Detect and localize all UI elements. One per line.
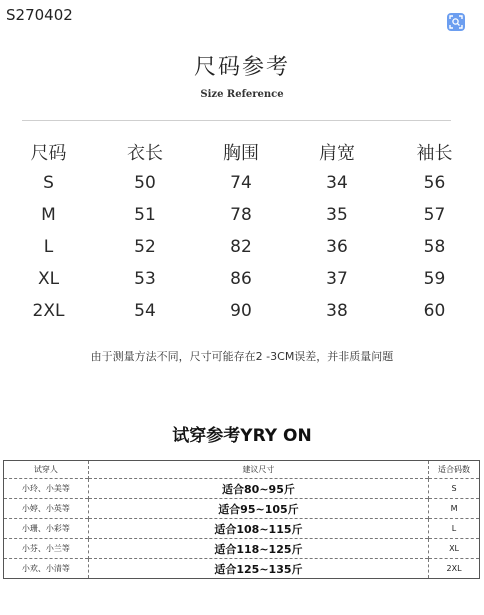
suggested-size-cell: 适合125~135斤 [88, 559, 428, 579]
table-row [4, 479, 480, 499]
tester-cell: 小婷、小英等 [4, 499, 89, 519]
scan-icon[interactable] [447, 13, 465, 31]
page-subtitle: Size Reference [200, 89, 284, 100]
chest-col-header: 胸围 [223, 142, 259, 164]
length-cell: 50 [134, 173, 156, 193]
length-cell: 54 [134, 301, 156, 321]
suggested-size-cell: 适合80~95斤 [88, 479, 428, 499]
table-row [0, 295, 484, 327]
divider [22, 120, 451, 121]
length-cell: 53 [134, 269, 156, 289]
size-col-header: 尺码 [30, 142, 67, 164]
chest-cell: 82 [230, 237, 252, 257]
table-row [4, 519, 480, 539]
size-cell: L [43, 237, 54, 257]
chest-cell: 90 [230, 301, 252, 321]
suggested-size-col-header: 建议尺寸 [88, 461, 428, 479]
shoulder-cell: 37 [326, 269, 348, 289]
table-row [0, 231, 484, 263]
tryon-table [3, 460, 480, 579]
shoulder-cell: 36 [326, 237, 348, 257]
sleeve-cell: 58 [423, 237, 446, 257]
sleeve-cell: 56 [423, 173, 446, 193]
tester-col-header: 试穿人 [33, 465, 58, 474]
table-row [4, 539, 480, 559]
fit-size-cell: L [429, 519, 480, 539]
fit-size-cell: 2XL [429, 559, 480, 579]
chest-cell: 74 [230, 173, 252, 193]
shoulder-cell: 34 [326, 173, 348, 193]
length-cell: 52 [134, 237, 156, 257]
product-code: S270402 [6, 6, 73, 24]
shoulder-col-header: 肩宽 [319, 142, 355, 164]
tester-cell: 小玲、小美等 [4, 479, 89, 499]
measurement-note: 由于测量方法不同，尺寸可能存在2 -3CM误差，并非质量问题 [90, 350, 394, 363]
chest-cell: 78 [230, 205, 252, 225]
table-row [0, 199, 484, 231]
fit-size-cell: S [429, 479, 480, 499]
page-title: 尺码参考 [193, 55, 290, 80]
suggested-size-cell: 适合118~125斤 [88, 539, 428, 559]
fit-size-col-header: 适合码数 [429, 461, 480, 479]
size-reference-table [0, 136, 484, 327]
tester-cell: 小欢、小清等 [4, 559, 89, 579]
size-cell: 2XL [32, 301, 65, 321]
tester-cell: 小芬、小兰等 [4, 539, 89, 559]
tryon-header-row [4, 461, 480, 479]
sleeve-cell: 60 [423, 301, 446, 321]
size-table-header-row [0, 136, 484, 167]
size-cell: XL [37, 269, 60, 289]
chest-cell: 86 [230, 269, 252, 289]
shoulder-cell: 38 [326, 301, 348, 321]
suggested-size-cell: 适合108~115斤 [88, 519, 428, 539]
table-row [4, 559, 480, 579]
tryon-title: 试穿参考YRY ON [172, 426, 312, 446]
size-cell: S [43, 173, 54, 193]
fit-size-cell: M [429, 499, 480, 519]
table-row [0, 167, 484, 199]
sleeve-cell: 57 [423, 205, 446, 225]
table-row [0, 263, 484, 295]
length-cell: 51 [134, 205, 156, 225]
sleeve-col-header: 袖长 [416, 142, 453, 164]
shoulder-cell: 35 [326, 205, 348, 225]
tester-cell: 小珊、小彩等 [4, 519, 89, 539]
sleeve-cell: 59 [423, 269, 446, 289]
size-cell: M [41, 205, 56, 225]
length-col-header: 衣长 [127, 142, 163, 164]
fit-size-cell: XL [429, 539, 480, 559]
suggested-size-cell: 适合95~105斤 [88, 499, 428, 519]
table-row [4, 499, 480, 519]
